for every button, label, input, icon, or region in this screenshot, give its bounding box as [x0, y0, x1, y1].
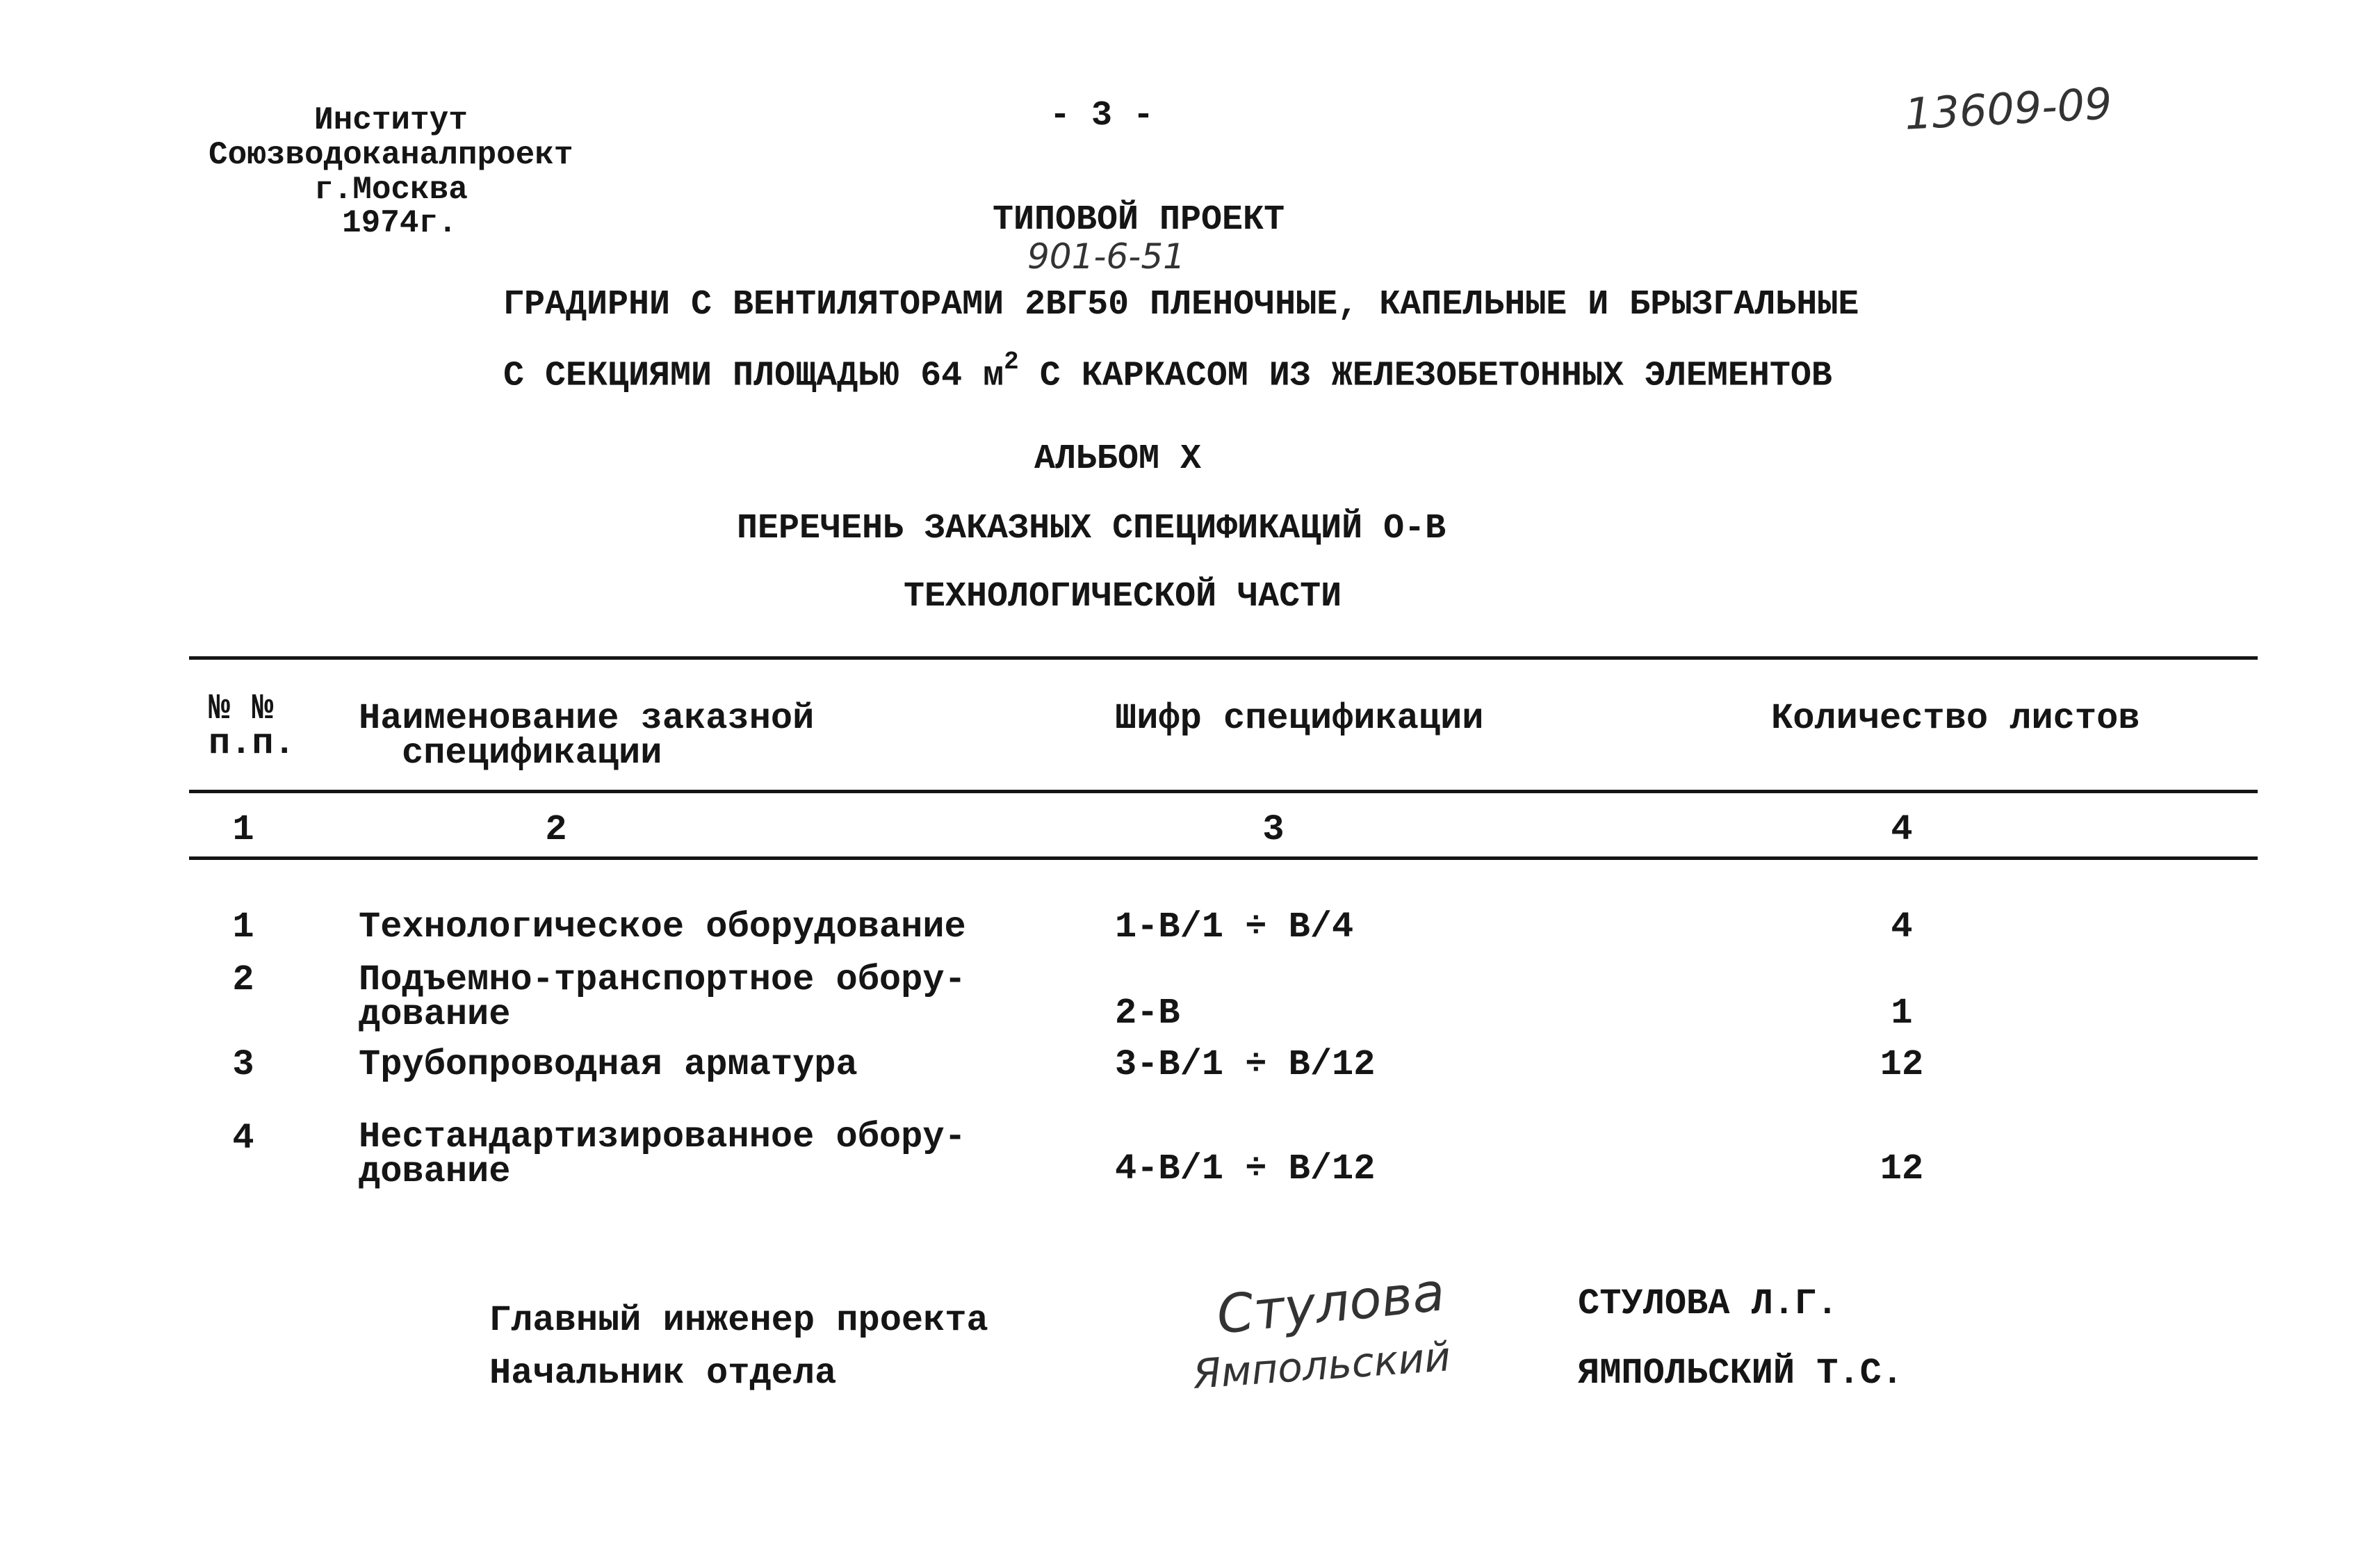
signature-name-2: ЯМПОЛЬСКИЙ Т.С. [1578, 1353, 1904, 1394]
signature-role-1: Главный инженер проекта [489, 1300, 988, 1341]
row-2-name-line-1: Подъемно-транспортное обору- [359, 959, 966, 1000]
row-2-code: 2-В [1115, 993, 1180, 1034]
column-number-2: 2 [545, 809, 567, 850]
project-number: 901-6-51 [1027, 236, 1185, 277]
row-1-num: 1 [232, 907, 254, 948]
row-3-name: Трубопроводная арматура [359, 1044, 858, 1085]
row-1-code: 1-В/1 ÷ В/4 [1115, 907, 1354, 948]
row-4-name-line-2: дование [359, 1151, 511, 1192]
title-line-2-post: С КАРКАСОМ ИЗ ЖЕЛЕЗОБЕТОННЫХ ЭЛЕМЕНТОВ [1018, 356, 1832, 396]
row-1-name: Технологическое оборудование [359, 907, 966, 948]
signature-name-1: СТУЛОВА Л.Г. [1578, 1283, 1839, 1324]
table-top-rule [189, 656, 2258, 660]
album-label: АЛЬБОМ Х [1034, 439, 1202, 479]
institute-line-2: Союзводоканалпроект [209, 137, 573, 173]
header-code: Шифр спецификации [1115, 698, 1484, 739]
header-name-line-1: Наименование заказной [359, 698, 815, 739]
header-sheets: Количество листов [1771, 698, 2140, 739]
signature-scribble-1: Стулова [1214, 1260, 1448, 1346]
row-3-num: 3 [232, 1044, 254, 1085]
row-3-sheets: 12 [1880, 1044, 1924, 1085]
list-subtitle: ТЕХНОЛОГИЧЕСКОЙ ЧАСТИ [904, 577, 1342, 617]
institute-line-3: г.Москва [314, 172, 468, 208]
title-line-2-pre: С СЕКЦИЯМИ ПЛОЩАДЬЮ 64 м [503, 356, 1004, 396]
institute-line-1: Институт [314, 102, 468, 138]
signature-scribble-2: Ямпольский [1191, 1333, 1452, 1398]
column-number-4: 4 [1891, 809, 1913, 850]
table-colnum-rule [189, 856, 2258, 860]
row-2-name-line-2: дование [359, 994, 511, 1035]
signature-role-2: Начальник отдела [489, 1353, 837, 1394]
row-4-name-line-1: Нестандартизированное обору- [359, 1116, 966, 1157]
header-num-line-1: № № [209, 688, 274, 729]
row-4-code: 4-В/1 ÷ В/12 [1115, 1148, 1376, 1189]
project-type: ТИПОВОЙ ПРОЕКТ [993, 200, 1285, 240]
project-title-line-2 [503, 348, 1832, 396]
row-4-sheets: 12 [1880, 1148, 1924, 1189]
page-number: - 3 - [1050, 96, 1155, 136]
row-4-num: 4 [232, 1118, 254, 1159]
table-header-rule [189, 790, 2258, 793]
title-line-2-sup: 2 [1004, 348, 1019, 376]
list-title: ПЕРЕЧЕНЬ ЗАКАЗНЫХ СПЕЦИФИКАЦИЙ О-В [737, 509, 1446, 549]
column-number-1: 1 [232, 809, 254, 850]
project-title-line-1: ГРАДИРНИ С ВЕНТИЛЯТОРАМИ 2ВГ50 ПЛЕНОЧНЫЕ, КАПЕЛЬНЫЕ И БРЫЗГАЛЬНЫЕ [503, 285, 1859, 325]
header-name-line-2: спецификации [402, 733, 662, 774]
row-1-sheets: 4 [1891, 907, 1913, 948]
row-3-code: 3-В/1 ÷ В/12 [1115, 1044, 1376, 1085]
institute-line-4: 1974г. [342, 205, 457, 241]
row-2-num: 2 [232, 959, 254, 1000]
column-number-3: 3 [1262, 809, 1285, 850]
row-2-sheets: 1 [1891, 993, 1913, 1034]
header-num-line-2: п.п. [209, 723, 295, 764]
archive-number: 13609-09 [1903, 78, 2114, 140]
